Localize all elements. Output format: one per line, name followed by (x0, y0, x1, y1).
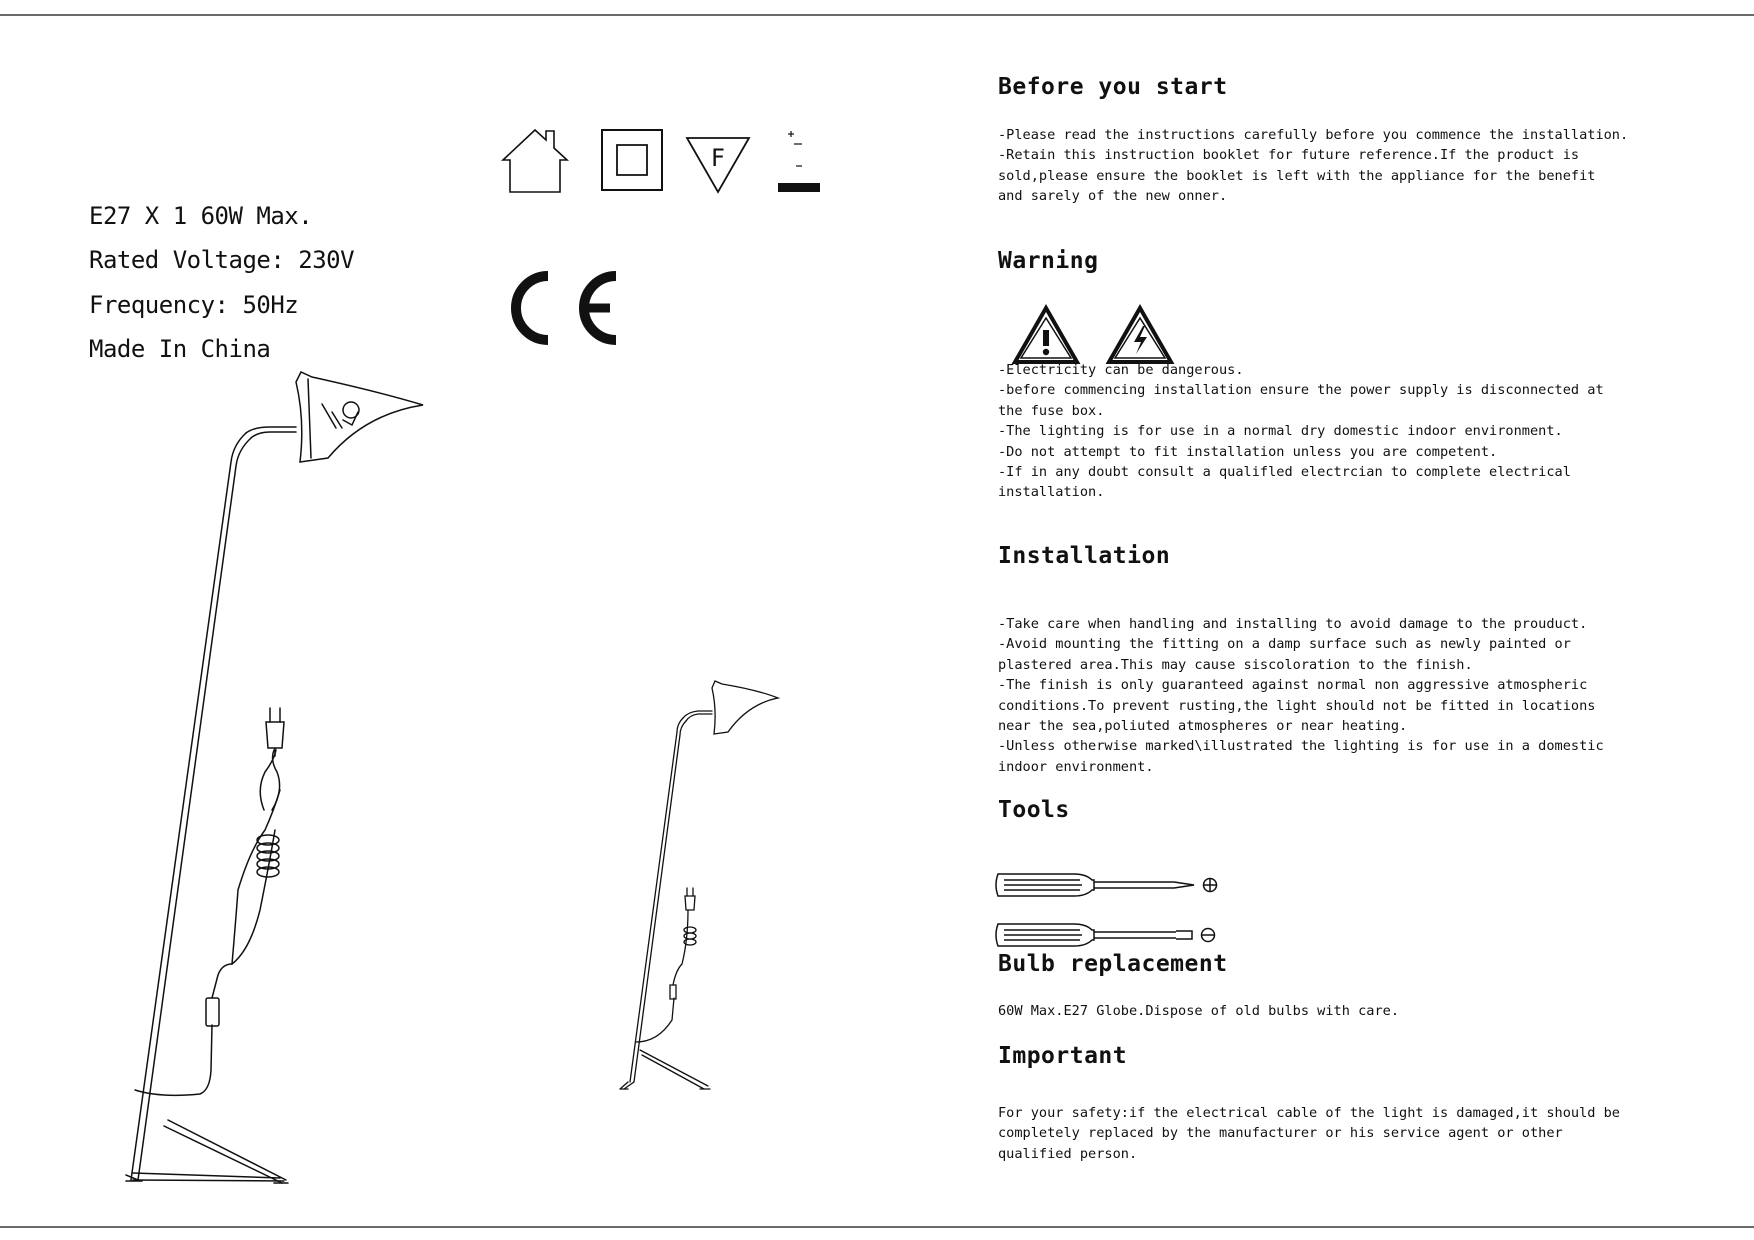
floor-lamp-drawing-large (60, 370, 440, 1190)
installation-text (998, 614, 1638, 777)
text-line: -Unless otherwise marked\illustrated the lighting is for use in a domestic (998, 738, 1604, 755)
text-line: qualified person. (998, 1145, 1138, 1162)
text-line: near the sea,poliuted atmospheres or near heating. (998, 718, 1408, 735)
text-line: -If in any doubt consult a qualifled electrcian to complete electrical (998, 464, 1571, 481)
important-text (998, 1103, 1638, 1164)
text-line: installation. (998, 484, 1105, 501)
phillips-screwdriver-icon (994, 870, 1220, 900)
double-square-icon (601, 129, 663, 191)
text-line: indoor environment. (998, 758, 1154, 775)
ce-mark (502, 264, 622, 352)
text-line: -before commencing installation ensure the power supply is disconnected at (998, 382, 1604, 399)
heading-tools: Tools (998, 797, 1070, 823)
text-line: plastered area.This may cause siscoloration to the finish. (998, 656, 1473, 673)
heading-before-you-start: Before you start (998, 74, 1228, 100)
heading-bulb-replacement: Bulb replacement (998, 951, 1228, 977)
electric-shock-icon (1107, 306, 1173, 364)
text-line: sold,please ensure the booklet is left with the appliance for the benefit (998, 167, 1596, 184)
bulb-replacement-text (998, 1001, 1638, 1021)
heading-warning: Warning (998, 248, 1099, 274)
text-line: -The finish is only guaranteed against normal non aggressive atmospheric (998, 677, 1588, 694)
text-line: -Retain this instruction booklet for future reference.If the product is (998, 147, 1580, 164)
text-line: -The lighting is for use in a normal dry domestic indoor environment. (998, 423, 1563, 440)
text-line: the fuse box. (998, 402, 1105, 419)
flathead-screwdriver-icon (994, 920, 1220, 950)
spec-origin: Made In China (89, 335, 271, 363)
text-line: -Please read the instructions carefully before you commence the installation. (998, 127, 1629, 143)
house-icon (500, 126, 570, 194)
heading-important: Important (998, 1043, 1128, 1069)
top-rule (0, 14, 1754, 16)
warning-text (998, 360, 1638, 503)
text-line: conditions.To prevent rusting,the light should not be fitted in locations (998, 697, 1596, 714)
text-line: -Take care when handling and installing to avoid damage to the prouduct. (998, 616, 1588, 632)
f-mark-label: F (711, 144, 725, 172)
text-line: completely replaced by the manufacturer or his service agent or other (998, 1125, 1563, 1142)
text-line: -Do not attempt to fit installation unless you are competent. (998, 443, 1498, 460)
text-line: 60W Max.E27 Globe.Dispose of old bulbs with care. (998, 1003, 1400, 1019)
bottom-rule (0, 1226, 1754, 1228)
text-line: -Avoid mounting the fitting on a damp surface such as newly painted or (998, 636, 1571, 653)
spec-bulb: E27 X 1 60W Max. (89, 202, 313, 230)
spec-frequency: Frequency: 50Hz (89, 291, 299, 319)
floor-lamp-drawing-small (598, 680, 798, 1090)
text-line: -Electricity can be dangerous. (998, 362, 1244, 378)
text-line: For your safety:if the electrical cable of the light is damaged,it should be (998, 1105, 1620, 1121)
text-line: and sarely of the new onner. (998, 188, 1228, 205)
disposal-mark-icon (776, 128, 822, 194)
f-mark-icon (685, 136, 751, 194)
spec-voltage: Rated Voltage: 230V (89, 246, 355, 274)
warning-exclamation-icon (1013, 306, 1079, 364)
before-you-start-text (998, 125, 1638, 207)
heading-installation: Installation (998, 543, 1171, 569)
